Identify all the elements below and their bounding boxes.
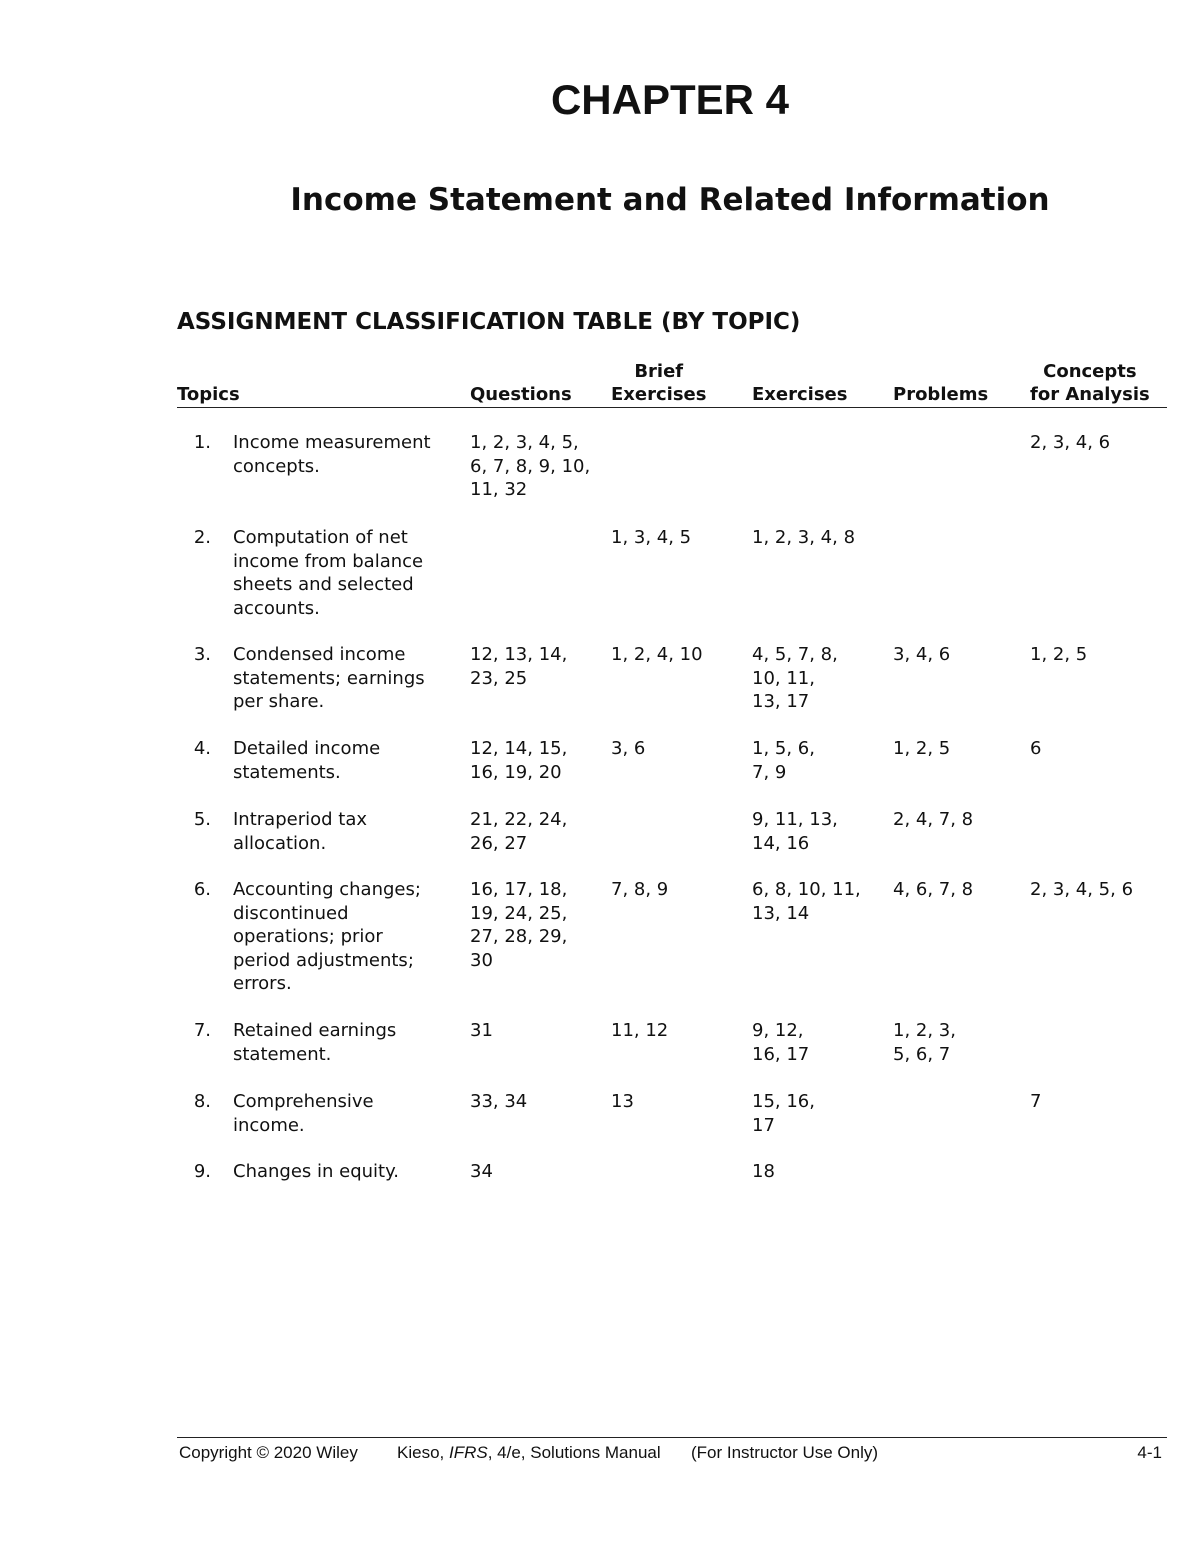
row-questions: 33, 34 xyxy=(470,1091,528,1112)
header-problems: Problems xyxy=(893,384,989,405)
row-topic: Detailed income statements. xyxy=(233,738,381,783)
row-brief-exercises: 1, 3, 4, 5 xyxy=(611,527,692,548)
row-exercises: 1, 5, 6, 7, 9 xyxy=(752,738,815,783)
row-topic: Changes in equity. xyxy=(233,1161,399,1182)
row-problems: 2, 4, 7, 8 xyxy=(893,809,974,830)
row-brief-exercises: 7, 8, 9 xyxy=(611,879,669,900)
footer-page-number: 4-1 xyxy=(1137,1443,1162,1462)
row-exercises: 15, 16, 17 xyxy=(752,1091,815,1136)
page-footer xyxy=(179,1442,1164,1466)
table-header-row xyxy=(177,360,1167,408)
row-problems: 3, 4, 6 xyxy=(893,644,951,665)
row-questions: 31 xyxy=(470,1020,493,1041)
row-topic: Retained earnings statement. xyxy=(233,1020,397,1065)
chapter-subtitle: Income Statement and Related Information xyxy=(290,182,1050,218)
row-topic: Comprehensive income. xyxy=(233,1091,374,1136)
row-number: 8. xyxy=(193,1091,211,1112)
row-exercises: 9, 12, 16, 17 xyxy=(752,1020,810,1065)
row-questions: 12, 14, 15, 16, 19, 20 xyxy=(470,738,568,783)
row-exercises: 6, 8, 10, 11, 13, 14 xyxy=(752,879,861,924)
row-brief-exercises: 13 xyxy=(611,1091,634,1112)
header-concepts-for-analysis: Concepts for Analysis xyxy=(1030,361,1150,405)
chapter-title: CHAPTER 4 xyxy=(550,76,790,123)
row-number: 4. xyxy=(193,738,211,759)
header-questions: Questions xyxy=(470,384,572,405)
row-questions: 34 xyxy=(470,1161,493,1182)
row-number: 6. xyxy=(193,879,211,900)
row-topic: Accounting changes; discontinued operations; prior period adjustments; errors. xyxy=(233,879,421,995)
row-exercises: 9, 11, 13, 14, 16 xyxy=(752,809,838,854)
row-problems: 4, 6, 7, 8 xyxy=(893,879,974,900)
row-number: 3. xyxy=(193,644,211,665)
row-problems: 1, 2, 5 xyxy=(893,738,951,759)
row-exercises: 1, 2, 3, 4, 8 xyxy=(752,527,856,548)
footer-book-edition: , 4/e, Solutions Manual xyxy=(487,1443,661,1462)
table-heading: ASSIGNMENT CLASSIFICATION TABLE (BY TOPIC) xyxy=(177,309,801,335)
footer-divider xyxy=(177,1437,1167,1438)
row-questions: 16, 17, 18, 19, 24, 25, 27, 28, 29, 30 xyxy=(470,879,568,971)
footer-book-author: Kieso, xyxy=(397,1443,449,1462)
row-questions: 21, 22, 24, 26, 27 xyxy=(470,809,568,854)
row-questions: 12, 13, 14, 23, 25 xyxy=(470,644,568,689)
row-exercises: 4, 5, 7, 8, 10, 11, 13, 17 xyxy=(752,644,838,713)
row-concepts: 7 xyxy=(1030,1091,1042,1112)
row-questions: 1, 2, 3, 4, 5, 6, 7, 8, 9, 10, 11, 32 xyxy=(470,432,591,501)
row-number: 7. xyxy=(193,1020,211,1041)
footer-usage-note: (For Instructor Use Only) xyxy=(691,1443,879,1462)
row-brief-exercises: 11, 12 xyxy=(611,1020,669,1041)
row-topic: Intraperiod tax allocation. xyxy=(233,809,368,854)
row-problems: 1, 2, 3, 5, 6, 7 xyxy=(893,1020,956,1065)
row-number: 9. xyxy=(193,1161,211,1182)
row-brief-exercises: 3, 6 xyxy=(611,738,646,759)
footer-book-reference xyxy=(397,1442,661,1464)
row-number: 5. xyxy=(193,809,211,830)
header-brief-exercises: Brief Exercises xyxy=(611,361,707,405)
footer-book-title: IFRS xyxy=(448,1443,488,1462)
footer-copyright: Copyright © 2020 Wiley xyxy=(179,1443,358,1462)
header-exercises: Exercises xyxy=(752,384,848,405)
header-topics: Topics xyxy=(177,384,240,405)
row-topic: Income measurement concepts. xyxy=(233,432,431,477)
row-exercises: 18 xyxy=(752,1161,775,1182)
row-concepts: 2, 3, 4, 6 xyxy=(1030,432,1111,453)
row-topic: Condensed income statements; earnings per share. xyxy=(233,644,425,713)
row-topic: Computation of net income from balance sheets and selected accounts. xyxy=(233,527,424,619)
row-number: 1. xyxy=(193,432,211,453)
row-concepts: 6 xyxy=(1030,738,1042,759)
row-concepts: 2, 3, 4, 5, 6 xyxy=(1030,879,1134,900)
row-concepts: 1, 2, 5 xyxy=(1030,644,1088,665)
row-number: 2. xyxy=(193,527,211,548)
row-brief-exercises: 1, 2, 4, 10 xyxy=(611,644,703,665)
